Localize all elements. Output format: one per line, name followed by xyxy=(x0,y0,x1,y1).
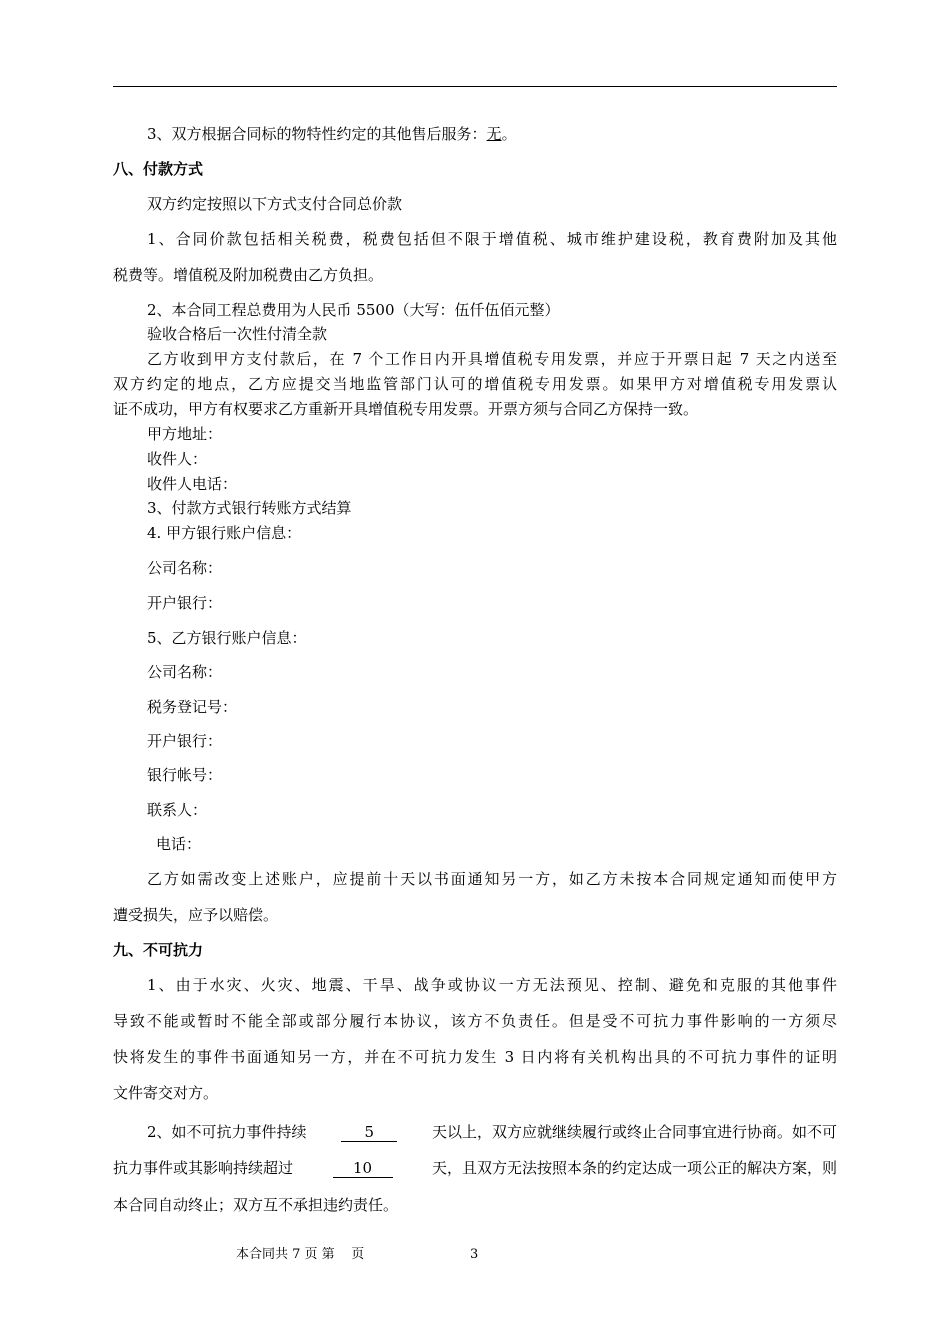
days-blank-negotiation: 5 xyxy=(341,1124,397,1142)
clause-text: 抗力事件或其影响持续超过 xyxy=(113,1159,294,1177)
company-name-label: 公司名称： xyxy=(147,559,223,577)
clause-7-3 xyxy=(147,124,517,144)
clause-7-3-text: 3、双方根据合同标的物特性约定的其他售后服务： xyxy=(147,125,487,143)
paragraph: 证不成功，甲方有权要求乙方重新开具增值税专用发票。开票方须与合同乙方保持一致。 xyxy=(113,400,699,418)
party-b-bank-heading: 5、乙方银行账户信息： xyxy=(147,629,307,647)
header-rule xyxy=(113,86,837,87)
paragraph: 乙方如需改变上述账户，应提前十天以书面通知另一方，如乙方未按本合同规定通知而使甲方 xyxy=(147,870,837,888)
paragraph: 本合同自动终止；双方互不承担违约责任。 xyxy=(113,1196,399,1214)
paragraph: 快将发生的事件书面通知另一方，并在不可抗力发生 3 日内将有关机构出具的不可抗力事件的证明 xyxy=(113,1048,837,1066)
account-number-label: 银行帐号： xyxy=(147,766,223,784)
clause-text: 2、如不可抗力事件持续 xyxy=(147,1123,307,1141)
paragraph: 税费等。增值税及附加税费由乙方负担。 xyxy=(113,266,384,284)
recipient-label: 收件人： xyxy=(147,450,208,468)
paragraph: 遭受损失，应予以赔偿。 xyxy=(113,906,279,924)
footer-page-number: 3 xyxy=(470,1247,479,1262)
clause-text: 天以上，双方应就继续履行或终止合同事宜进行协商。如不可 xyxy=(431,1123,837,1141)
company-name-label: 公司名称： xyxy=(147,663,223,681)
section-8-heading: 八、付款方式 xyxy=(113,160,204,178)
after-sales-value: 无 xyxy=(486,125,502,143)
tax-id-label: 税务登记号： xyxy=(147,698,238,716)
paragraph: 3、付款方式银行转账方式结算 xyxy=(147,499,352,517)
footer-page-count: 本合同共 7 页 第 页 xyxy=(236,1247,365,1262)
paragraph: 1、由于水灾、火灾、地震、干旱、战争或协议一方无法预见、控制、避免和克服的其他事件 xyxy=(147,976,837,994)
clause-7-3-suffix: 。 xyxy=(501,125,517,143)
force-majeure-clause-2-cont xyxy=(113,1158,837,1178)
paragraph: 双方约定按照以下方式支付合同总价款 xyxy=(147,195,403,213)
paragraph: 1、合同价款包括相关税费，税费包括但不限于增值税、城市维护建设税，教育费附加及其他 xyxy=(147,230,837,248)
paragraph: 文件寄交对方。 xyxy=(113,1084,219,1102)
bank-label: 开户银行： xyxy=(147,732,223,750)
section-9-heading: 九、不可抗力 xyxy=(113,941,204,959)
contract-total-line: 2、本合同工程总费用为人民币 5500（大写：伍仟伍佰元整） xyxy=(147,301,560,319)
force-majeure-clause-2 xyxy=(147,1122,837,1142)
paragraph: 乙方收到甲方支付款后，在 7 个工作日内开具增值税专用发票，并应于开票日起 7 天之内送至 xyxy=(147,350,837,368)
contact-label: 联系人： xyxy=(147,801,208,819)
party-a-address-label: 甲方地址： xyxy=(147,425,223,443)
recipient-phone-label: 收件人电话： xyxy=(147,475,238,493)
paragraph: 双方约定的地点，乙方应提交当地监管部门认可的增值税专用发票。如果甲方对增值税专用发票认 xyxy=(113,375,837,393)
bank-label: 开户银行： xyxy=(147,594,223,612)
paragraph: 验收合格后一次性付清全款 xyxy=(147,325,328,343)
clause-text: 天，且双方无法按照本条的约定达成一项公正的解决方案，则 xyxy=(431,1159,837,1177)
phone-label: 电话： xyxy=(156,835,202,853)
paragraph: 导致不能或暂时不能全部或部分履行本协议，该方不负责任。但是受不可抗力事件影响的一方须尽 xyxy=(113,1012,837,1030)
days-blank-termination: 10 xyxy=(333,1160,393,1178)
party-a-bank-heading: 4. 甲方银行账户信息： xyxy=(147,524,302,542)
